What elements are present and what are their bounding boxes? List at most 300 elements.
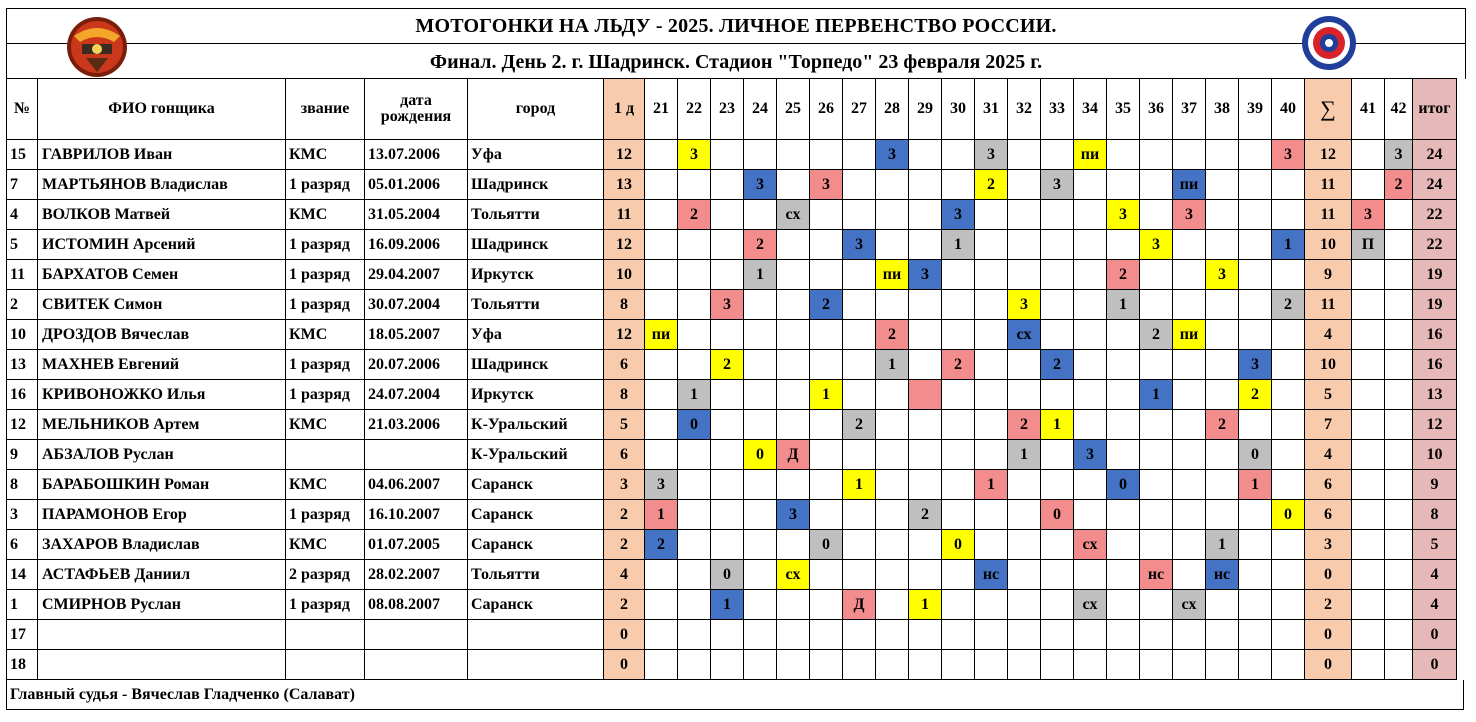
heat-result <box>1074 650 1107 680</box>
heat-result <box>645 140 678 170</box>
heat-result: 3 <box>777 500 810 530</box>
total-points: 16 <box>1413 320 1457 350</box>
heat-result <box>975 620 1008 650</box>
rider-city: Шадринск <box>468 170 604 200</box>
total-points: 8 <box>1413 500 1457 530</box>
heat-result <box>1239 500 1272 530</box>
heat-42-result <box>1385 500 1413 530</box>
col-day1: 1 д <box>604 79 645 140</box>
event-logo-icon <box>64 14 130 80</box>
heat-result <box>1173 260 1206 290</box>
table-row <box>7 320 1457 350</box>
heat-result <box>678 620 711 650</box>
heat-result <box>1107 560 1140 590</box>
heat-result: 3 <box>711 290 744 320</box>
rider-name: БАРАБОШКИН Роман <box>38 470 286 500</box>
heat-result <box>1173 290 1206 320</box>
rider-city: Саранск <box>468 500 604 530</box>
rider-city: Иркутск <box>468 380 604 410</box>
heat-result <box>1008 230 1041 260</box>
day2-sum: 7 <box>1305 410 1352 440</box>
rider-number: 11 <box>7 260 38 290</box>
heat-42-result <box>1385 470 1413 500</box>
rider-dob: 28.02.2007 <box>365 560 468 590</box>
heat-result <box>975 350 1008 380</box>
heat-result: 0 <box>942 530 975 560</box>
table-row <box>7 620 1457 650</box>
page-title: МОТОГОНКИ НА ЛЬДУ - 2025. ЛИЧНОЕ ПЕРВЕНСТВО РОССИИ. <box>415 15 1057 37</box>
total-points: 12 <box>1413 410 1457 440</box>
rider-number: 7 <box>7 170 38 200</box>
day1-points: 11 <box>604 200 645 230</box>
heat-result <box>1206 140 1239 170</box>
col-heat: 31 <box>975 79 1008 140</box>
heat-41-result <box>1352 260 1385 290</box>
heat-result <box>1272 590 1305 620</box>
rider-number: 13 <box>7 350 38 380</box>
heat-result <box>942 320 975 350</box>
heat-41-result <box>1352 590 1385 620</box>
heat-result <box>1074 290 1107 320</box>
day1-points: 10 <box>604 260 645 290</box>
rider-name: ЗАХАРОВ Владислав <box>38 530 286 560</box>
heat-result <box>1107 500 1140 530</box>
heat-42-result <box>1385 560 1413 590</box>
table-row <box>7 200 1457 230</box>
heat-result <box>1074 260 1107 290</box>
heat-result <box>1206 650 1239 680</box>
heat-result <box>1173 140 1206 170</box>
day2-sum: 2 <box>1305 590 1352 620</box>
heat-result <box>810 560 843 590</box>
rider-name: БАРХАТОВ Семен <box>38 260 286 290</box>
col-heat-41: 41 <box>1352 79 1385 140</box>
heat-result <box>1272 170 1305 200</box>
day1-points: 8 <box>604 290 645 320</box>
heat-result <box>1206 200 1239 230</box>
heat-result <box>876 650 909 680</box>
heat-result <box>876 590 909 620</box>
heat-result: 2 <box>744 230 777 260</box>
heat-result: 1 <box>645 500 678 530</box>
rider-dob: 31.05.2004 <box>365 200 468 230</box>
heat-result <box>1041 200 1074 230</box>
total-points: 5 <box>1413 530 1457 560</box>
day2-sum: 11 <box>1305 290 1352 320</box>
heat-result: нс <box>975 560 1008 590</box>
heat-result <box>1074 470 1107 500</box>
heat-result: 3 <box>1041 170 1074 200</box>
heat-result <box>1239 590 1272 620</box>
col-name: ФИО гонщика <box>38 79 286 140</box>
heat-result <box>909 200 942 230</box>
heat-result: сх <box>777 560 810 590</box>
day1-points: 8 <box>604 380 645 410</box>
day1-points: 2 <box>604 530 645 560</box>
heat-result <box>1041 260 1074 290</box>
table-row <box>7 260 1457 290</box>
heat-result <box>909 560 942 590</box>
heat-result: 3 <box>1107 200 1140 230</box>
rider-rank: 1 разряд <box>286 230 365 260</box>
rider-city: Саранск <box>468 470 604 500</box>
heat-result <box>711 320 744 350</box>
heat-result: 1 <box>1008 440 1041 470</box>
rider-number: 8 <box>7 470 38 500</box>
day1-points: 12 <box>604 140 645 170</box>
heat-result: 1 <box>975 470 1008 500</box>
day1-points: 0 <box>604 620 645 650</box>
heat-result <box>678 170 711 200</box>
heat-result <box>711 410 744 440</box>
heat-result <box>1107 410 1140 440</box>
col-heat: 33 <box>1041 79 1074 140</box>
rider-name: ВОЛКОВ Матвей <box>38 200 286 230</box>
heat-result <box>909 230 942 260</box>
heat-result: 3 <box>1140 230 1173 260</box>
day1-points: 6 <box>604 440 645 470</box>
heat-result <box>744 320 777 350</box>
heat-result <box>1239 650 1272 680</box>
heat-result <box>1074 200 1107 230</box>
heat-result <box>711 650 744 680</box>
heat-result <box>1206 320 1239 350</box>
table-body <box>7 140 1457 680</box>
heat-result <box>1041 230 1074 260</box>
heat-result <box>843 380 876 410</box>
heat-result: 1 <box>1041 410 1074 440</box>
heat-41-result <box>1352 320 1385 350</box>
heat-result <box>1140 620 1173 650</box>
heat-result <box>1206 230 1239 260</box>
heat-result <box>777 650 810 680</box>
rider-name: СВИТЕК Симон <box>38 290 286 320</box>
heat-result <box>810 320 843 350</box>
heat-result <box>1107 380 1140 410</box>
results-table <box>6 78 1457 680</box>
heat-result <box>1239 620 1272 650</box>
heat-result <box>942 650 975 680</box>
heat-41-result <box>1352 410 1385 440</box>
rider-name: ДРОЗДОВ Вячеслав <box>38 320 286 350</box>
table-row <box>7 170 1457 200</box>
heat-result: 3 <box>1206 260 1239 290</box>
rider-number: 2 <box>7 290 38 320</box>
rider-dob: 04.06.2007 <box>365 470 468 500</box>
heat-result <box>810 140 843 170</box>
heat-result <box>777 230 810 260</box>
heat-result <box>645 440 678 470</box>
heat-result <box>1239 230 1272 260</box>
col-city: город <box>468 79 604 140</box>
heat-result <box>1140 200 1173 230</box>
heat-result <box>1107 440 1140 470</box>
rider-number: 9 <box>7 440 38 470</box>
heat-42-result: 2 <box>1385 170 1413 200</box>
table-row <box>7 650 1457 680</box>
heat-result <box>1074 500 1107 530</box>
day2-sum: 4 <box>1305 320 1352 350</box>
rider-number: 6 <box>7 530 38 560</box>
total-points: 4 <box>1413 590 1457 620</box>
table-row <box>7 590 1457 620</box>
heat-result <box>909 380 942 410</box>
heat-result <box>1206 170 1239 200</box>
heat-result <box>876 620 909 650</box>
heat-result <box>678 650 711 680</box>
heat-result: 3 <box>843 230 876 260</box>
heat-result <box>1041 560 1074 590</box>
table-header <box>7 79 1457 140</box>
heat-41-result <box>1352 560 1385 590</box>
heat-41-result <box>1352 170 1385 200</box>
heat-result <box>1140 530 1173 560</box>
heat-result <box>711 200 744 230</box>
heat-result: пи <box>1173 170 1206 200</box>
rider-city: К-Уральский <box>468 410 604 440</box>
day2-sum: 10 <box>1305 230 1352 260</box>
heat-result: 3 <box>1173 200 1206 230</box>
heat-result <box>1107 620 1140 650</box>
rider-rank: 1 разряд <box>286 380 365 410</box>
table-row <box>7 410 1457 440</box>
heat-result <box>1008 530 1041 560</box>
heat-result <box>876 500 909 530</box>
heat-result: 0 <box>744 440 777 470</box>
heat-result: 1 <box>942 230 975 260</box>
heat-result <box>1140 650 1173 680</box>
rider-dob: 29.04.2007 <box>365 260 468 290</box>
rider-city: Саранск <box>468 590 604 620</box>
rider-number: 12 <box>7 410 38 440</box>
heat-result <box>1008 380 1041 410</box>
col-total: итог <box>1413 79 1457 140</box>
rider-rank: 1 разряд <box>286 260 365 290</box>
heat-result <box>645 290 678 320</box>
rider-city: Шадринск <box>468 230 604 260</box>
heat-result: 0 <box>1041 500 1074 530</box>
heat-result <box>1008 500 1041 530</box>
heat-result: сх <box>1074 590 1107 620</box>
heat-result <box>843 350 876 380</box>
heat-result: 1 <box>876 350 909 380</box>
heat-result <box>678 260 711 290</box>
heat-41-result <box>1352 440 1385 470</box>
heat-result <box>1041 140 1074 170</box>
heat-result <box>909 170 942 200</box>
rider-rank: 1 разряд <box>286 350 365 380</box>
heat-result <box>1107 140 1140 170</box>
col-rank: звание <box>286 79 365 140</box>
heat-result <box>744 620 777 650</box>
rider-rank <box>286 650 365 680</box>
heat-result <box>744 590 777 620</box>
heat-result <box>1173 410 1206 440</box>
heat-result <box>843 320 876 350</box>
day2-sum: 4 <box>1305 440 1352 470</box>
rider-dob: 24.07.2004 <box>365 380 468 410</box>
heat-result <box>1041 470 1074 500</box>
heat-result <box>942 170 975 200</box>
heat-result: 3 <box>876 140 909 170</box>
table-row <box>7 500 1457 530</box>
heat-result <box>975 500 1008 530</box>
heat-result: 0 <box>810 530 843 560</box>
rider-rank: КМС <box>286 320 365 350</box>
heat-result <box>1272 350 1305 380</box>
total-points: 22 <box>1413 200 1457 230</box>
col-heat: 23 <box>711 79 744 140</box>
heat-result <box>909 470 942 500</box>
heat-result <box>1272 260 1305 290</box>
day2-sum: 0 <box>1305 650 1352 680</box>
heat-result: 1 <box>1107 290 1140 320</box>
heat-42-result <box>1385 350 1413 380</box>
rider-dob: 13.07.2006 <box>365 140 468 170</box>
heat-result <box>942 500 975 530</box>
table-row <box>7 530 1457 560</box>
total-points: 16 <box>1413 350 1457 380</box>
rider-dob: 16.09.2006 <box>365 230 468 260</box>
col-heat: 36 <box>1140 79 1173 140</box>
heat-result: 1 <box>678 380 711 410</box>
heat-result <box>1140 140 1173 170</box>
heat-result <box>843 200 876 230</box>
heat-result <box>810 230 843 260</box>
col-heat-42: 42 <box>1385 79 1413 140</box>
heat-result: 1 <box>1239 470 1272 500</box>
heat-result <box>876 230 909 260</box>
heat-41-result <box>1352 380 1385 410</box>
col-heat: 24 <box>744 79 777 140</box>
col-heat: 30 <box>942 79 975 140</box>
rider-name: АСТАФЬЕВ Даниил <box>38 560 286 590</box>
rider-dob: 16.10.2007 <box>365 500 468 530</box>
day2-sum: 11 <box>1305 170 1352 200</box>
heat-result <box>678 230 711 260</box>
heat-41-result <box>1352 650 1385 680</box>
heat-result: 2 <box>810 290 843 320</box>
heat-42-result <box>1385 260 1413 290</box>
heat-result <box>744 650 777 680</box>
heat-42-result <box>1385 200 1413 230</box>
rider-name: ИСТОМИН Арсений <box>38 230 286 260</box>
heat-result: 3 <box>810 170 843 200</box>
rider-city: Саранск <box>468 530 604 560</box>
rider-rank: КМС <box>286 410 365 440</box>
heat-result <box>1239 260 1272 290</box>
col-heat: 34 <box>1074 79 1107 140</box>
heat-result <box>645 200 678 230</box>
heat-result <box>909 440 942 470</box>
chief-judge: Главный судья - Вячеслав Гладченко (Салават) <box>6 680 1464 710</box>
heat-result <box>1041 440 1074 470</box>
total-points: 4 <box>1413 560 1457 590</box>
rider-name: МАРТЬЯНОВ Владислав <box>38 170 286 200</box>
heat-result: 2 <box>1239 380 1272 410</box>
heat-result: 1 <box>1140 380 1173 410</box>
heat-result <box>678 530 711 560</box>
day2-sum: 3 <box>1305 530 1352 560</box>
table-row <box>7 380 1457 410</box>
heat-result: 3 <box>1008 290 1041 320</box>
heat-result <box>843 260 876 290</box>
heat-result <box>678 470 711 500</box>
heat-result: нс <box>1140 560 1173 590</box>
heat-result <box>777 260 810 290</box>
heat-result: 1 <box>909 590 942 620</box>
heat-41-result <box>1352 290 1385 320</box>
col-heat: 29 <box>909 79 942 140</box>
heat-result <box>975 440 1008 470</box>
col-heat: 37 <box>1173 79 1206 140</box>
col-heat: 25 <box>777 79 810 140</box>
heat-result <box>1008 350 1041 380</box>
heat-result <box>1074 560 1107 590</box>
table-row <box>7 140 1457 170</box>
heat-result <box>711 620 744 650</box>
heat-result: 1 <box>1206 530 1239 560</box>
heat-result <box>1272 560 1305 590</box>
heat-result <box>843 500 876 530</box>
rider-name: КРИВОНОЖКО Илья <box>38 380 286 410</box>
heat-41-result <box>1352 140 1385 170</box>
table-row <box>7 290 1457 320</box>
rider-number: 5 <box>7 230 38 260</box>
heat-result: 2 <box>678 200 711 230</box>
heat-42-result <box>1385 410 1413 440</box>
total-points: 24 <box>1413 170 1457 200</box>
heat-result <box>1272 380 1305 410</box>
rider-rank: КМС <box>286 470 365 500</box>
rider-rank: КМС <box>286 530 365 560</box>
heat-result: 0 <box>1272 500 1305 530</box>
heat-result <box>975 260 1008 290</box>
heat-result <box>843 560 876 590</box>
total-points: 10 <box>1413 440 1457 470</box>
rider-city: Тольятти <box>468 290 604 320</box>
heat-42-result <box>1385 530 1413 560</box>
heat-result: 2 <box>975 170 1008 200</box>
rider-number: 14 <box>7 560 38 590</box>
heat-result <box>1041 590 1074 620</box>
col-heat: 21 <box>645 79 678 140</box>
heat-result <box>645 560 678 590</box>
heat-result: 1 <box>744 260 777 290</box>
total-points: 0 <box>1413 620 1457 650</box>
table-row <box>7 560 1457 590</box>
heat-result <box>678 500 711 530</box>
heat-result: 3 <box>1074 440 1107 470</box>
heat-result <box>678 560 711 590</box>
heat-result: 3 <box>678 140 711 170</box>
heat-result <box>1140 410 1173 440</box>
rider-city <box>468 620 604 650</box>
heat-result <box>777 590 810 620</box>
heat-result <box>810 620 843 650</box>
day1-points: 12 <box>604 230 645 260</box>
heat-result <box>1140 350 1173 380</box>
col-heat: 40 <box>1272 79 1305 140</box>
rider-number: 4 <box>7 200 38 230</box>
heat-result <box>843 440 876 470</box>
rider-city: К-Уральский <box>468 440 604 470</box>
heat-result <box>876 410 909 440</box>
heat-result <box>1173 500 1206 530</box>
heat-result <box>1107 650 1140 680</box>
heat-result <box>711 470 744 500</box>
heat-result <box>876 170 909 200</box>
